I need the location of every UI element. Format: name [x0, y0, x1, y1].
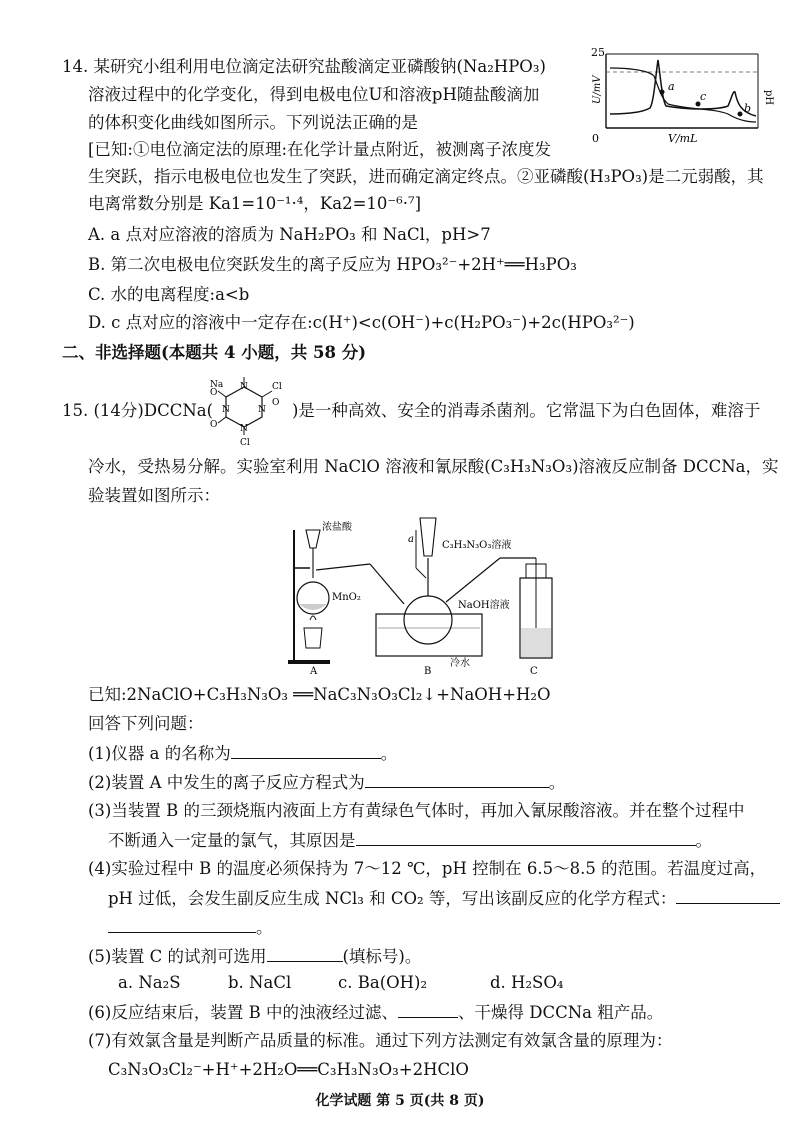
answer-blank-1[interactable]: [231, 742, 381, 759]
answer-prompt: 回答下列问题：: [88, 714, 204, 733]
mol-n1: N: [240, 382, 248, 392]
q14-option-a: A. a 点对应溶液的溶质为 NaH₂PO₃ 和 NaCl，pH>7: [88, 225, 491, 244]
answer-blank-5[interactable]: [267, 945, 343, 962]
apparatus-diagram: [280, 508, 560, 678]
option-5c: c. Ba(OH)₂: [338, 973, 428, 992]
q14-option-c: C. 水的电离程度:a<b: [88, 285, 250, 304]
constant-funnel: [420, 518, 436, 556]
label-ice-water: 冷水: [450, 658, 470, 669]
three-neck-flask: [404, 596, 452, 644]
point-a: [660, 90, 665, 95]
q14-option-b: B. 第二次电极电位突跃发生的离子反应为 HPO₃²⁻+2H⁺══H₃PO₃: [88, 255, 577, 274]
graph-label-a: a: [668, 80, 675, 93]
option-5a: a. Na₂S: [118, 973, 181, 992]
mol-n4: N: [240, 424, 248, 434]
answer-blank-4a[interactable]: [676, 887, 780, 904]
option-5b: b. NaCl: [228, 973, 292, 992]
graph-ylabel-right: pH: [763, 90, 774, 106]
known-equation: 已知:2NaClO+C₃H₃N₃O₃ ══NaC₃N₃O₃Cl₂↓+NaOH+H₂O: [88, 685, 551, 704]
q15-line3: 验装置如图所示：: [88, 486, 220, 505]
sub-question-4b: pH 过低，会发生副反应生成 NCl₃ 和 CO₂ 等，写出该副反应的化学方程式：: [108, 887, 780, 910]
q14-line4: [已知:①电位滴定法的原理:在化学计量点附近，被测离子浓度发: [88, 140, 552, 159]
q14-line1: 14. 某研究小组利用电位滴定法研究盐酸滴定亚磷酸钠(Na₂HPO₃): [62, 57, 546, 76]
ph-curve: [610, 68, 756, 122]
graph-ylabel: U/mV: [592, 75, 603, 104]
q15-line2: 冷水，受热易分解。实验室利用 NaClO 溶液和氰尿酸(C₃H₃N₃O₃)溶液反应制备 DCCNa，实: [88, 457, 779, 476]
mol-o3: O: [272, 398, 280, 408]
answer-blank-4b[interactable]: [108, 916, 256, 933]
mol-cl1: Cl: [272, 382, 282, 392]
mol-cl2: Cl: [240, 438, 250, 447]
q15-line1b: )是一种高效、安全的消毒杀菌剂。它常温下为白色固体，难溶于: [292, 401, 761, 420]
sub-question-1: (1)仪器 a 的名称为 。: [88, 744, 398, 763]
page-footer: 化学试题 第 5 页(共 8 页): [315, 1093, 485, 1109]
label-a-apparatus: A: [310, 666, 318, 677]
q14-line2: 溶液过程中的化学变化，得到电极电位U和溶液pH随盐酸滴加: [88, 85, 540, 104]
dccna-structure: [196, 365, 292, 447]
section-heading: 二、非选择题(本题共 4 小题，共 58 分): [62, 343, 367, 362]
mol-na: Na: [210, 380, 224, 390]
sub-question-2: (2)装置 A 中发生的离子反应方程式为 。: [88, 773, 566, 792]
q15-line1a: 15. (14分)DCCNa(: [62, 401, 214, 420]
dropping-funnel: [306, 530, 320, 548]
q14-option-d: D. c 点对应的溶液中一定存在:c(H⁺)<c(OH⁻)+c(H₂PO₃⁻)+2c(HPO₃²⁻): [88, 313, 635, 332]
graph-xlabel: V/mL: [668, 132, 698, 145]
sub-question-3a: (3)当装置 B 的三颈烧瓶内液面上方有黄绿色气体时，再加入氰尿酸溶液。并在整个过程中: [88, 801, 745, 820]
titration-graph: [588, 42, 774, 146]
mol-n2: N: [258, 405, 266, 415]
sub-question-7-equation: C₃N₃O₃Cl₂⁻+H⁺+2H₂O══C₃H₃N₃O₃+2HClO: [108, 1060, 469, 1079]
option-5d: d. H₂SO₄: [490, 973, 564, 992]
graph-label-b: b: [744, 102, 752, 115]
sub-question-7: (7)有效氯含量是判断产品质量的标准。通过下列方法测定有效氯含量的原理为：: [88, 1031, 673, 1050]
label-cyanuric: C₃H₃N₃O₃溶液: [442, 540, 512, 551]
apparatus-b: [370, 518, 511, 677]
cold-bath: [376, 614, 482, 656]
point-b: [738, 112, 743, 117]
apparatus-a: [288, 520, 370, 677]
label-instrument-a: a: [408, 534, 414, 545]
answer-blank-2[interactable]: [365, 771, 549, 788]
mol-o1: O: [210, 420, 218, 430]
sub-question-3b: 不断通入一定量的氯气，其原因是 。: [108, 831, 712, 850]
sub-question-4c: 。: [108, 916, 273, 939]
label-mno2: MnO₂: [332, 592, 361, 603]
label-c-apparatus: C: [530, 666, 538, 677]
apparatus-c: [500, 558, 552, 677]
graph-origin: 0: [592, 132, 599, 145]
mol-o2: O: [210, 388, 218, 398]
q14-line6: 电离常数分别是 Ka1=10⁻¹·⁴，Ka2=10⁻⁶·⁷]: [88, 194, 422, 213]
sub-question-6: (6)反应结束后，装置 B 中的浊液经过滤、 、干燥得 DCCNa 粗产品。: [88, 1003, 664, 1022]
graph-ymax: 25: [591, 46, 605, 59]
answer-blank-3[interactable]: [356, 829, 696, 846]
sub-question-5: (5)装置 C 的试剂可选用 (填标号)。: [88, 947, 422, 966]
graph-label-c: c: [700, 90, 707, 103]
answer-blank-6[interactable]: [398, 1001, 458, 1018]
label-hcl: 浓盐酸: [322, 522, 352, 533]
q14-line5: 生突跃，指示电极电位也发生了突跃，进而确定滴定终点。②亚磷酸(H₃PO₃)是二元弱酸，其: [88, 167, 764, 186]
q14-line3: 的体积变化曲线如图所示。下列说法正确的是: [88, 113, 418, 132]
sub-question-4a: (4)实验过程中 B 的温度必须保持为 7～12 ℃，pH 控制在 6.5～8.5 的范围。若温度过高，: [88, 859, 767, 878]
label-b-apparatus: B: [424, 666, 432, 677]
label-naoh: NaOH溶液: [458, 600, 510, 611]
mol-n3: N: [222, 405, 230, 415]
triazine-ring: [226, 387, 262, 427]
